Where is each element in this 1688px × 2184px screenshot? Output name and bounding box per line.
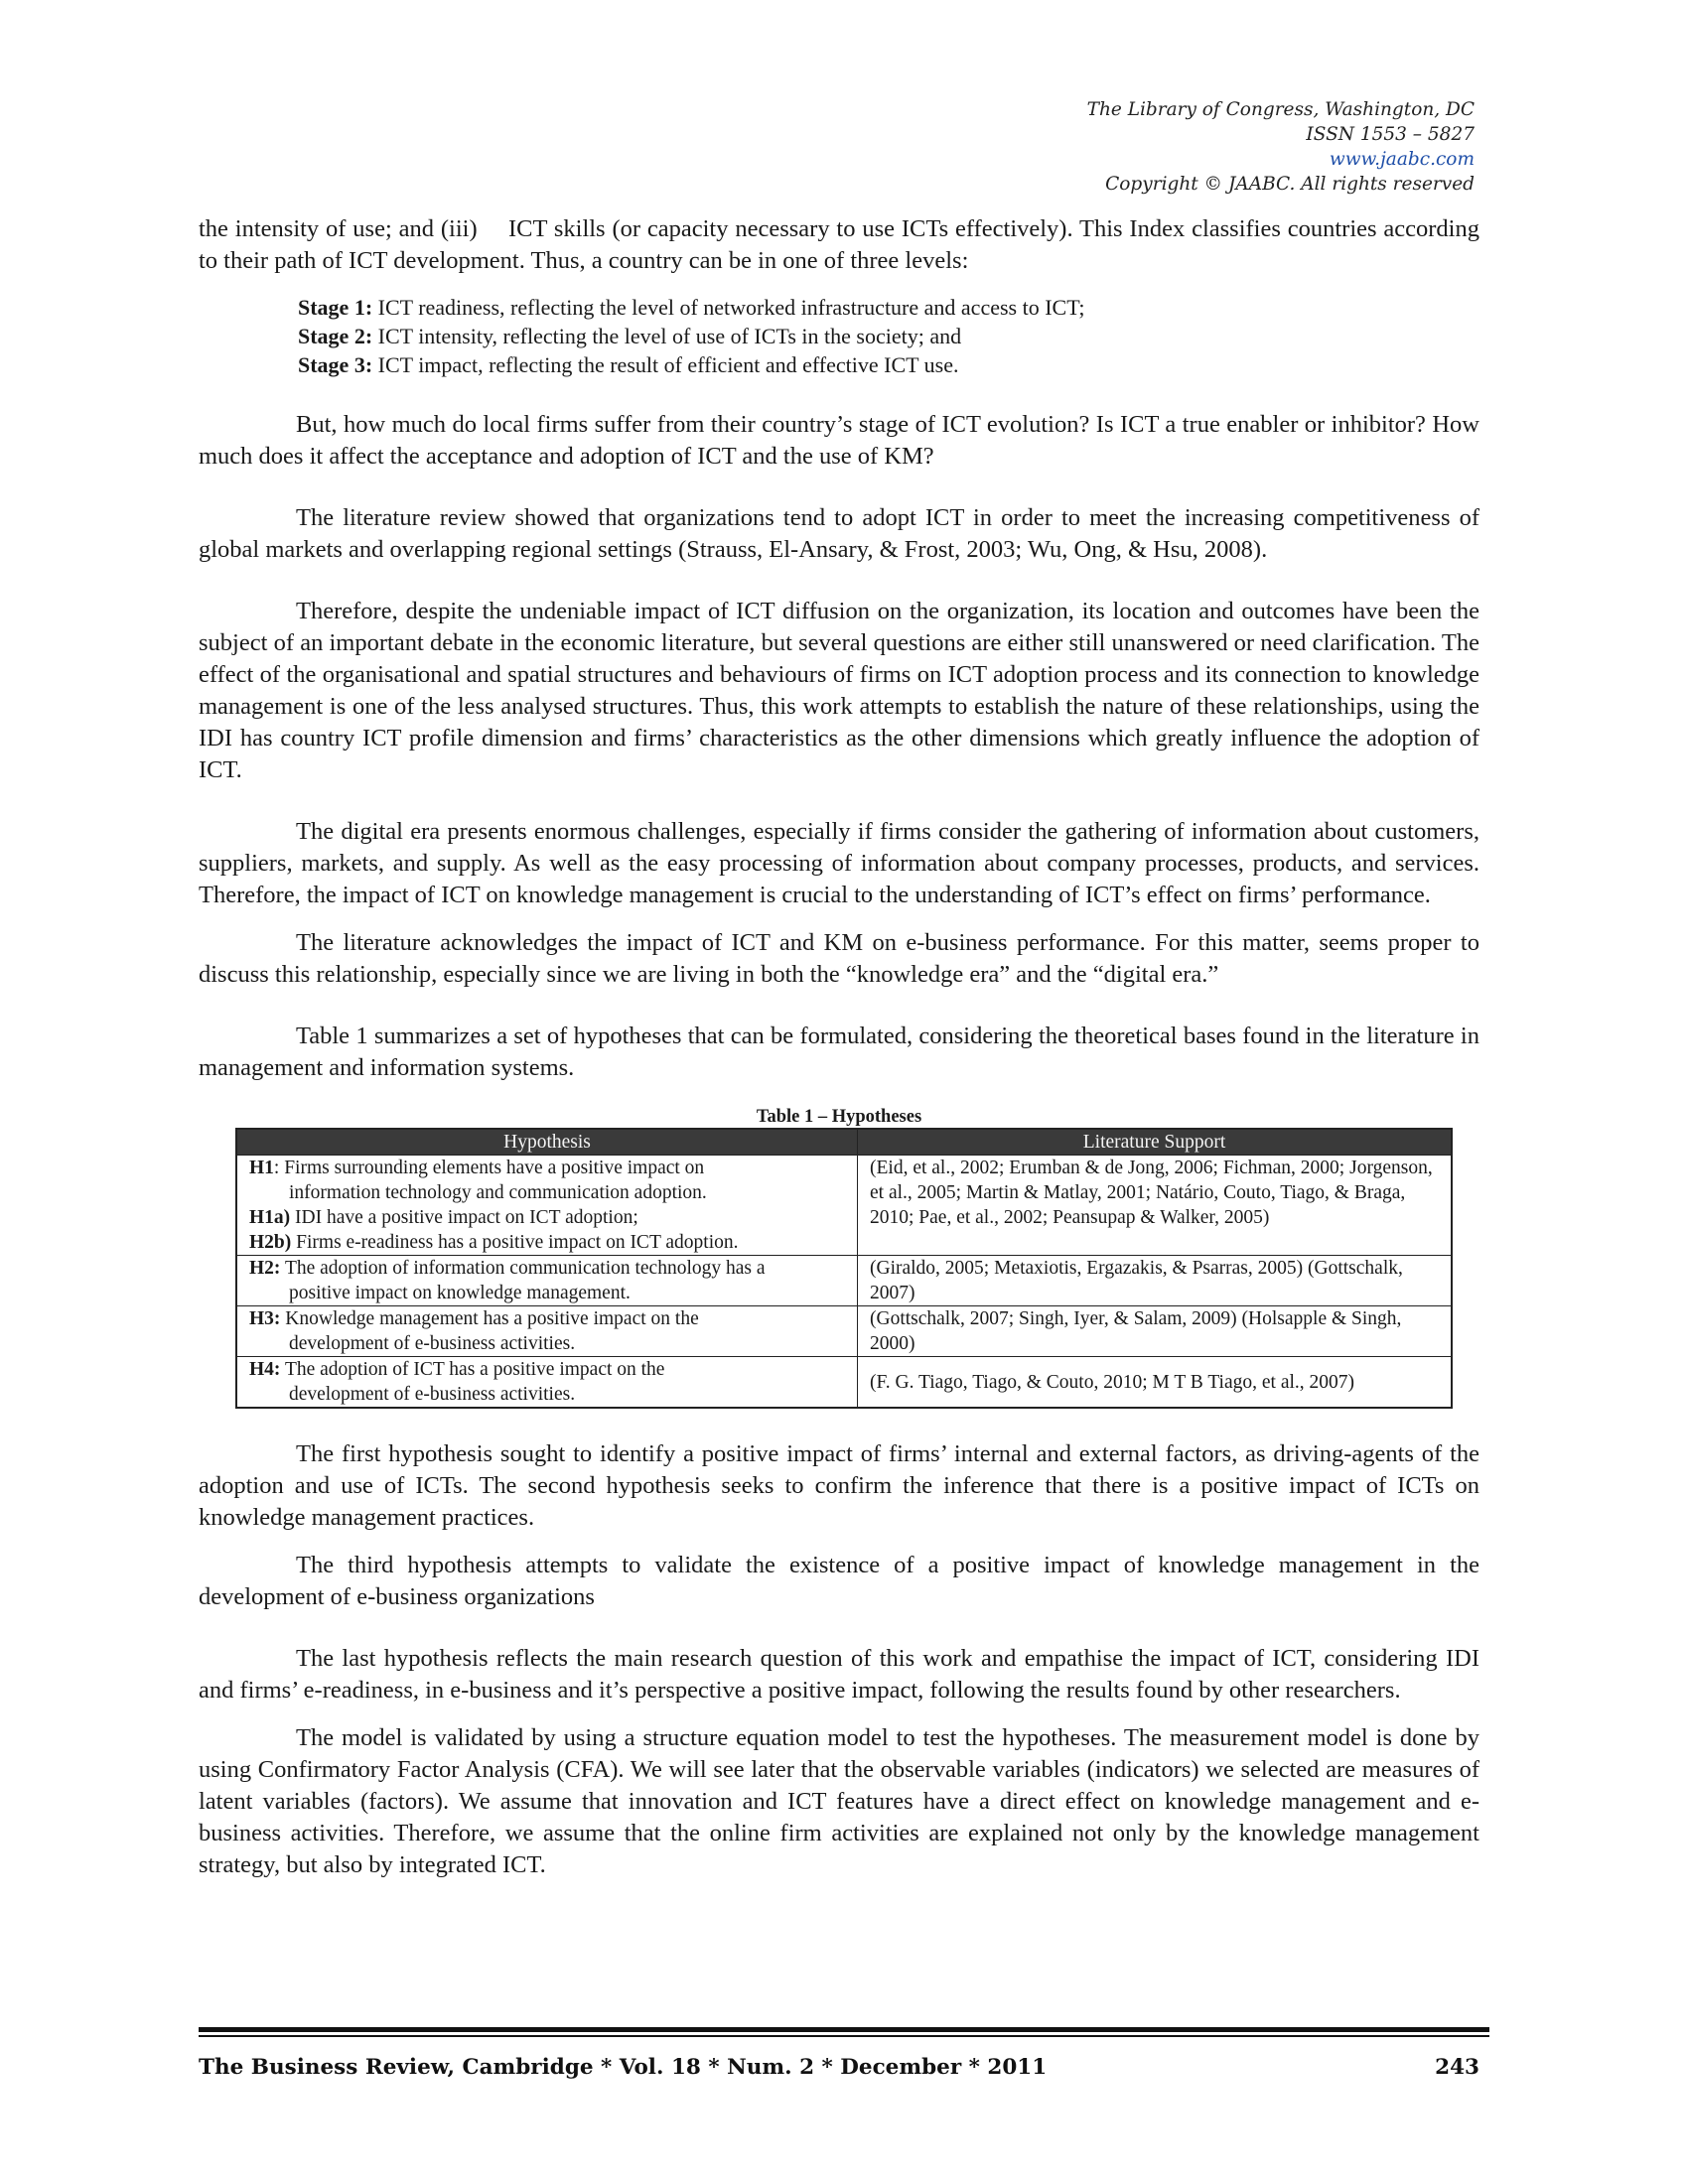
paragraph: The literature acknowledges the impact of ICT and KM on e-business performance. For this matter, seems proper to discuss this relationship, especially since we are living in both the “knowledge era” and the “digital era.” (199, 929, 1479, 988)
paragraph: The digital era presents enormous challenges, especially if firms consider the gathering of information about customers, suppliers, markets, and supply. As well as the easy processing of information about company processes, products, and services. Therefore, the impact of ICT on knowledge management is crucial to the understanding of ICT’s effect on firms’ performance. (199, 818, 1479, 908)
literature-cell: (Giraldo, 2005; Metaxiotis, Ergazakis, & Psarras, 2005) (Gottschalk, 2007) (858, 1256, 1453, 1306)
hypothesis-label: H1 (249, 1158, 274, 1178)
paragraph-intro: the intensity of use; and (iii) ICT skills (or capacity necessary to use ICTs effectively). This Index classifies countries according to their path of ICT development. Thus, a country can be in one of three levels: (199, 215, 1479, 274)
stage-text: ICT intensity, reflecting the level of use of ICTs in the society; and (372, 324, 962, 348)
hypothesis-cell (236, 1256, 858, 1306)
hypothesis-label: H4: (249, 1359, 281, 1380)
table-header-row (236, 1129, 1452, 1156)
hypothesis-text: The adoption of ICT has a positive impact on the (280, 1359, 665, 1380)
page-footer (199, 2027, 1489, 2080)
table-row (236, 1357, 1452, 1409)
column-header-hypothesis: Hypothesis (236, 1129, 858, 1156)
stage-label: Stage 3: (298, 352, 373, 377)
hypothesis-line (249, 1281, 845, 1305)
stage-text: ICT impact, reflecting the result of efficient and effective ICT use. (372, 352, 959, 377)
header-website-link[interactable]: www.jaabc.com (1329, 149, 1475, 170)
stage-list (298, 293, 1479, 379)
hypothesis-label: H2: (249, 1258, 281, 1279)
stage-item (298, 350, 1479, 379)
hypothesis-line (249, 1357, 845, 1382)
literature-cell: (Eid, et al., 2002; Erumban & de Jong, 2006; Fichman, 2000; Jorgenson, et al., 2005; Martin & Matlay, 2001; Natário, Couto, Tiago, & Braga, 2010; Pae, et al., 2002; Peansupap & Walker, 2005) (858, 1156, 1453, 1256)
stage-label: Stage 1: (298, 295, 373, 320)
stage-item (298, 322, 1479, 350)
paragraph: Table 1 summarizes a set of hypotheses that can be formulated, considering the theoretical bases found in the literature in management and information systems. (199, 1023, 1479, 1081)
table-row (236, 1156, 1452, 1256)
hypothesis-line (249, 1382, 845, 1407)
hypothesis-text: information technology and communication adoption. (289, 1182, 707, 1203)
hypothesis-text: The adoption of information communication technology has a (280, 1258, 766, 1279)
running-header (1087, 97, 1475, 197)
hypothesis-text: Knowledge management has a positive impact on the (280, 1308, 699, 1329)
hypothesis-line (249, 1306, 845, 1331)
paragraph: The literature review showed that organizations tend to adopt ICT in order to meet the increasing competitiveness of global markets and overlapping regional settings (Strauss, El-Ansary, & Frost, 2003; Wu, Ong, & Hsu, 2008). (199, 504, 1479, 563)
hypothesis-text: positive impact on knowledge management. (289, 1283, 631, 1303)
paragraph: The model is validated by using a structure equation model to test the hypotheses. The measurement model is done by using Confirmatory Factor Analysis (CFA). We will see later that the observable variables (indicators) we selected are measures of latent variables (factors). We assume that innovation and ICT features have a direct effect on knowledge management and e-business activities. Therefore, we assume that the online firm activities are explained not only by the knowledge management strategy, but also by integrated ICT. (199, 1724, 1479, 1878)
paragraph: The last hypothesis reflects the main research question of this work and empathise the impact of ICT, considering IDI and firms’ e-readiness, in e-business and it’s perspective a positive impact, following the results found by other researchers. (199, 1645, 1479, 1704)
paragraph: The third hypothesis attempts to validate the existence of a positive impact of knowledge management in the development of e-business organizations (199, 1552, 1479, 1610)
paragraph: Therefore, despite the undeniable impact of ICT diffusion on the organization, its location and outcomes have been the subject of an important debate in the economic literature, but several questions are either still unanswered or need clarification. The effect of the organisational and spatial structures and behaviours of firms on ICT adoption process and its connection to knowledge management is one of the less analysed structures. Thus, this work attempts to establish the nature of these relationships, using the IDI has country ICT profile dimension and firms’ characteristics as the other dimensions which greatly influence the adoption of ICT. (199, 598, 1479, 783)
hypothesis-text: : Firms surrounding elements have a positive impact on (273, 1158, 705, 1178)
hypothesis-line (249, 1205, 845, 1230)
table-caption: Table 1 – Hypotheses (756, 1107, 922, 1127)
hypothesis-text: development of e-business activities. (289, 1384, 576, 1405)
footer-journal: The Business Review, Cambridge * Vol. 18 * Num. 2 * December * 2011 (199, 2055, 1048, 2080)
hypothesis-line (249, 1256, 845, 1281)
main-content (199, 213, 1479, 1881)
header-issn: ISSN 1553 – 5827 (1306, 124, 1475, 145)
stage-text: ICT readiness, reflecting the level of networked infrastructure and access to ICT; (372, 295, 1085, 320)
hypothesis-label: H3: (249, 1308, 281, 1329)
hypothesis-line (249, 1230, 845, 1255)
table-row (236, 1256, 1452, 1306)
table-row (236, 1306, 1452, 1357)
hypothesis-label: H2b) (249, 1232, 292, 1253)
header-copyright: Copyright © JAABC. All rights reserved (1105, 174, 1475, 195)
hypothesis-line (249, 1180, 845, 1205)
hypothesis-line (249, 1331, 845, 1356)
hypothesis-line (249, 1156, 845, 1180)
header-library: The Library of Congress, Washington, DC (1086, 99, 1475, 120)
footer-rule-thin (199, 2035, 1489, 2037)
literature-cell: (Gottschalk, 2007; Singh, Iyer, & Salam, 2009) (Holsapple & Singh, 2000) (858, 1306, 1453, 1357)
stage-item (298, 293, 1479, 322)
hypothesis-text: development of e-business activities. (289, 1333, 576, 1354)
footer-text (199, 2055, 1489, 2080)
hypothesis-cell (236, 1306, 858, 1357)
hypothesis-label: H1a) (249, 1207, 291, 1228)
paragraph: But, how much do local firms suffer from their country’s stage of ICT evolution? Is ICT a true enabler or inhibitor? How much does it affect the acceptance and adoption of ICT and the use of KM? (199, 411, 1479, 470)
hypothesis-text: Firms e-readiness has a positive impact on ICT adoption. (291, 1232, 739, 1253)
page-number: 243 (1435, 2055, 1479, 2080)
hypothesis-cell (236, 1156, 858, 1256)
hypothesis-cell (236, 1357, 858, 1409)
paragraph: The first hypothesis sought to identify a positive impact of firms’ internal and external factors, as driving-agents of the adoption and use of ICTs. The second hypothesis seeks to confirm the inference that there is a positive impact of ICTs on knowledge management practices. (199, 1440, 1479, 1531)
footer-rule-thick (199, 2027, 1489, 2032)
column-header-literature-support: Literature Support (858, 1129, 1453, 1156)
hypotheses-table (235, 1128, 1453, 1409)
hypothesis-text: IDI have a positive impact on ICT adoption; (290, 1207, 638, 1228)
stage-label: Stage 2: (298, 324, 373, 348)
literature-cell: (F. G. Tiago, Tiago, & Couto, 2010; M T B Tiago, et al., 2007) (858, 1357, 1453, 1409)
